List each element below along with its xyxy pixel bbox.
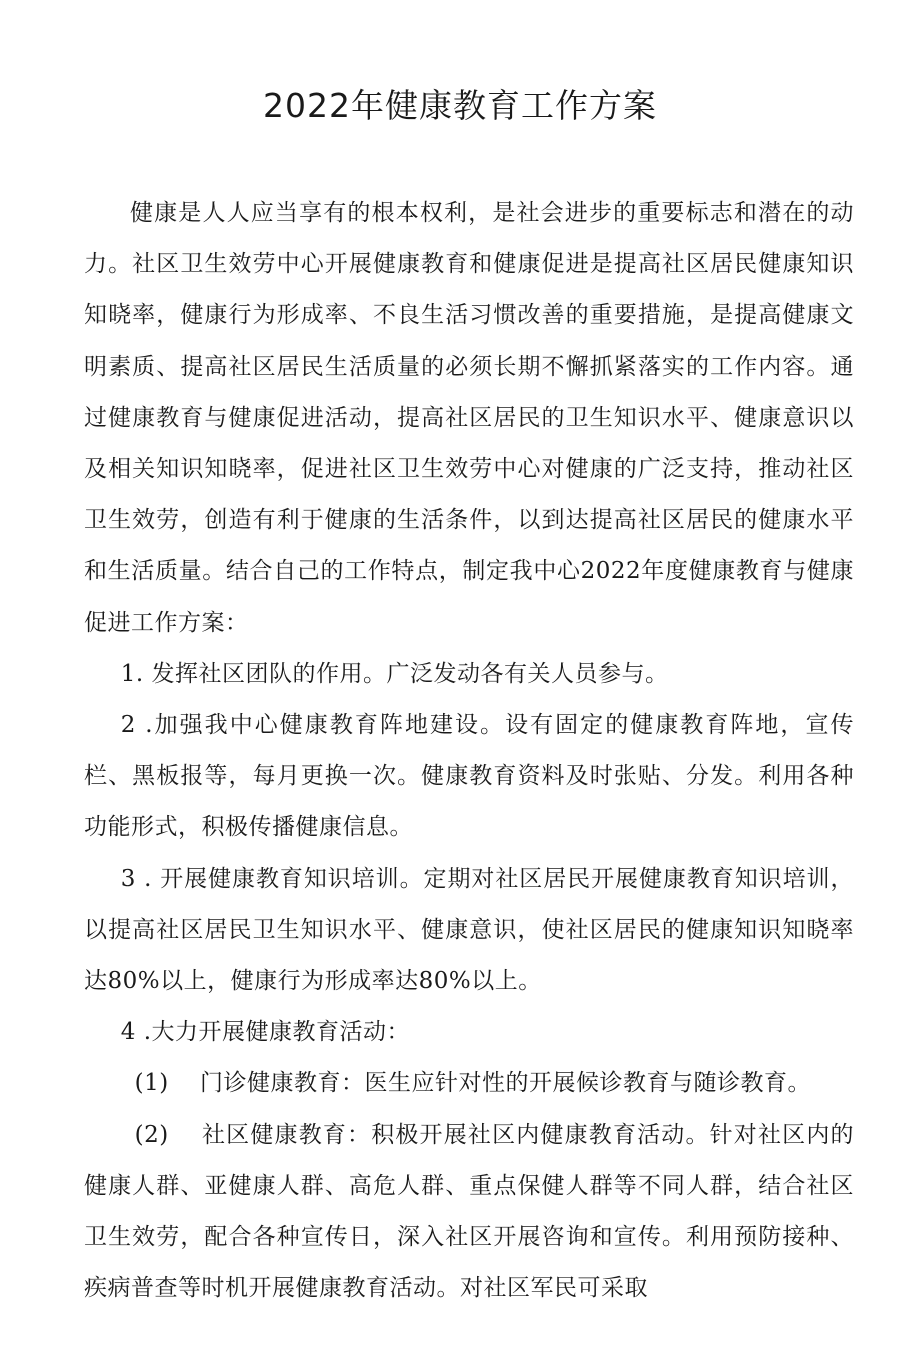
document-body	[84, 188, 854, 1314]
list-item-4: 4 .大力开展健康教育活动：	[120, 1019, 411, 1046]
document-title: 2022年健康教育工作方案	[263, 86, 657, 125]
list-item-3: 3 . 开展健康教育知识培训。定期对社区居民开展健康教育知识培训，以提高社区居民卫生知识水平、健康意识，使社区居民的健康知识知晓率达80%以上，健康行为形成率达80%以上。	[84, 865, 854, 995]
list-item-1: 1. 发挥社区团队的作用。广泛发动各有关人员参与。	[120, 660, 669, 687]
sub-item-1: (1) 门诊健康教育：医生应针对性的开展候诊教育与随诊教育。	[134, 1070, 811, 1097]
intro-paragraph: 健康是人人应当享有的根本权利，是社会进步的重要标志和潜在的动力。社区卫生效劳中心开展健康教育和健康促进是提高社区居民健康知识知晓率，健康行为形成率、不良生活习惯改善的重要措施，是提高健康文明素质、提高社区居民生活质量的必须长期不懈抓紧落实的工作内容。通过健康教育与健康促进活动，提高社区居民的卫生知识水平、健康意识以及相关知识知晓率，促进社区卫生效劳中心对健康的广泛支持，推动社区卫生效劳，创造有利于健康的生活条件，以到达提高社区居民的健康水平和生活质量。结合自己的工作特点，制定我中心2022年度健康教育与健康促进工作方案：	[84, 200, 854, 636]
sub-item-2: (2) 社区健康教育：积极开展社区内健康教育活动。针对社区内的健康人群、亚健康人群、高危人群、重点保健人群等不同人群，结合社区卫生效劳，配合各种宣传日，深入社区开展咨询和宣传。利用预防接种、疾病普查等时机开展健康教育活动。对社区军民可采取	[84, 1121, 854, 1302]
list-item-2: 2 .加强我中心健康教育阵地建设。设有固定的健康教育阵地，宣传栏、黑板报等，每月更换一次。健康教育资料及时张贴、分发。利用各种功能形式，积极传播健康信息。	[84, 712, 854, 841]
